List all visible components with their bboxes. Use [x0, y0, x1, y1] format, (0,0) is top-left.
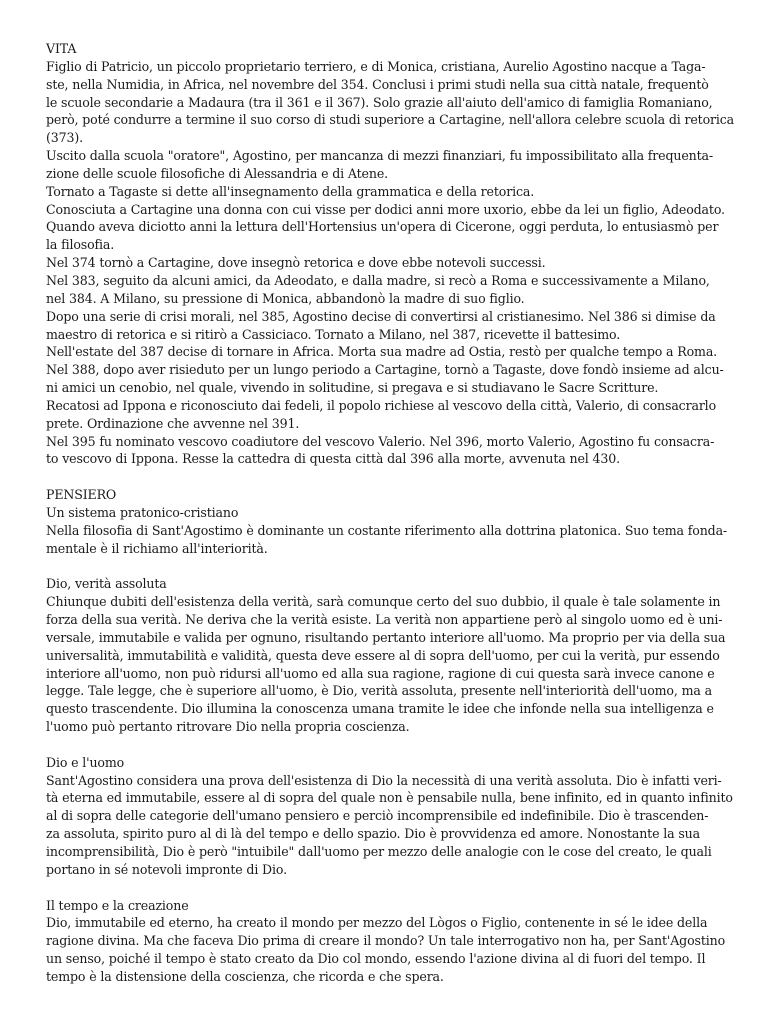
- text-line: Sant'Agostino considera una prova dell'esistenza di Dio la necessità di una verità assoluta. Dio è infatti veri-: [46, 772, 722, 788]
- text-line: tempo è la distensione della coscienza, che ricorda e che spera.: [46, 968, 444, 984]
- text-line: interiore all'uomo, non può ridursi all'uomo ed alla sua ragione, ragione di cui questa sarà invece canone e: [46, 665, 715, 681]
- text-line: le scuole secondarie a Madaura (tra il 361 e il 367). Solo grazie all'aiuto dell'amico di famiglia Romaniano,: [46, 94, 713, 110]
- text-line: prete. Ordinazione che avvenne nel 391.: [46, 415, 300, 431]
- text-line: Nella filosofia di Sant'Agostimo è dominante un costante riferimento alla dottrina platonica. Suo tema fonda-: [46, 522, 728, 538]
- section-vita: [46, 40, 735, 468]
- text-line: ste, nella Numidia, in Africa, nel novembre del 354. Conclusi i primi studi nella sua città natale, frequentò: [46, 76, 709, 92]
- text-line: incomprensibilità, Dio è però "intuibile" dall'uomo per mezzo delle analogie con le cose del creato, le quali: [46, 843, 712, 859]
- text-line: l'uomo può pertanto ritrovare Dio nella propria coscienza.: [46, 719, 410, 735]
- text-line: mentale è il richiamo all'interiorità.: [46, 540, 268, 556]
- paragraph-pensiero: [46, 522, 726, 558]
- text-line: però, poté condurre a termine il suo corso di studi superiore a Cartagine, nell'allora celebre scuola di retorica: [46, 112, 735, 128]
- subheading-sistema: Un sistema pratonico-cristiano: [46, 504, 239, 520]
- text-line: Nell'estate del 387 decise di tornare in Africa. Morta sua madre ad Ostia, restò per qualche tempo a Roma.: [46, 344, 718, 360]
- text-line: legge. Tale legge, che è superiore all'uomo, è Dio, verità assoluta, presente nell'interiorità dell'uomo, ma a: [46, 683, 712, 699]
- text-line: Chiunque dubiti dell'esistenza della verità, sarà comunque certo del suo dubbio, il quale è tale solamente in: [46, 594, 721, 610]
- text-line: Conosciuta a Cartagine una donna con cui visse per dodici anni more uxorio, ebbe da lei un figlio, Adeodato.: [46, 201, 725, 217]
- paragraph-dio-verita: [46, 593, 726, 736]
- text-line: forza della sua verità. Ne deriva che la verità esiste. La verità non appartiene però al singolo uomo ed è uni-: [46, 612, 723, 627]
- section-spacer: [46, 879, 726, 897]
- section-dio-verita: [46, 575, 726, 736]
- paragraph-vita: [46, 58, 735, 468]
- text-line: to vescovo di Ippona. Resse la cattedra di questa città dal 396 alla morte, avvenuta nel 430.: [46, 451, 620, 467]
- section-spacer: [46, 736, 726, 754]
- text-line: Quando aveva diciotto anni la lettura dell'Hortensius un'opera di Cicerone, oggi perduta, lo entusiasmò per: [46, 219, 719, 235]
- subheading-dio-verita: Dio, verità assoluta: [46, 576, 167, 592]
- text-line: Nel 388, dopo aver risieduto per un lungo periodo a Cartagine, tornò a Tagaste, dove fondò insieme ad alcu-: [46, 362, 724, 378]
- text-line: nel 384. A Milano, su pressione di Monica, abbandonò la madre di suo figlio.: [46, 290, 525, 306]
- text-line: Nel 383, seguito da alcuni amici, da Adeodato, e dalla madre, si recò a Roma e successivamente a Milano,: [46, 272, 710, 288]
- text-line: za assoluta, spirito puro al di là del tempo e dello spazio. Dio è provvidenza ed amore. Nonostante la sua: [46, 826, 700, 842]
- text-line: versale, immutabile e valida per ognuno, risultando pertanto interiore all'uomo. Ma proprio per via della sua: [46, 629, 726, 645]
- section-heading-pensiero: PENSIERO: [46, 487, 117, 503]
- section-spacer: [46, 557, 726, 575]
- text-line: tà eterna ed immutabile, essere al di sopra del quale non è pensabile nulla, bene infinito, ed in quanto infinito: [46, 790, 733, 806]
- text-line: Dio, immutabile ed eterno, ha creato il mondo per mezzo del Lògos o Figlio, contenente in sé le idee della: [46, 915, 708, 931]
- subheading-tempo: Il tempo e la creazione: [46, 897, 189, 913]
- section-tempo: [46, 897, 726, 986]
- text-line: ragione divina. Ma che faceva Dio prima di creare il mondo? Un tale interrogativo non ha, per Sant'Agostino: [46, 933, 726, 949]
- text-line: Figlio di Patricio, un piccolo proprietario terriero, e di Monica, cristiana, Aurelio Agostino nacque a Taga-: [46, 58, 706, 74]
- text-line: portano in sé notevoli impronte di Dio.: [46, 861, 287, 877]
- text-line: zione delle scuole filosofiche di Alessandria e di Atene.: [46, 165, 388, 181]
- section-heading-vita: VITA: [46, 41, 77, 56]
- text-line: maestro di retorica e si ritirò a Cassiciaco. Tornato a Milano, nel 387, ricevette il battesimo.: [46, 326, 621, 342]
- section-spacer: [46, 468, 726, 486]
- text-line: Uscito dalla scuola "oratore", Agostino, per mancanza di mezzi finanziari, fu impossibilitato alla frequenta-: [46, 148, 713, 164]
- text-line: universalità, immutabilità e validità, questa deve essere al di sopra dell'uomo, per cui la verità, pur essendo: [46, 647, 720, 663]
- text-line: ni amici un cenobio, nel quale, vivendo in solitudine, si pregava e si studiavano le Sacre Scritture.: [46, 380, 659, 396]
- text-line: un senso, poiché il tempo è stato creato da Dio col mondo, essendo l'azione divina al di fuori del tempo. Il: [46, 951, 706, 967]
- section-dio-uomo: [46, 754, 733, 879]
- text-line: Nel 374 tornò a Cartagine, dove insegnò retorica e dove ebbe notevoli successi.: [46, 255, 546, 271]
- paragraph-dio-uomo: [46, 772, 733, 879]
- text-line: al di sopra delle categorie dell'umano pensiero e perciò incomprensibile ed indefinibile. Dio è trascenden-: [46, 808, 709, 824]
- text-line: Dopo una serie di crisi morali, nel 385, Agostino decise di convertirsi al cristianesimo. Nel 386 si dimise da: [46, 308, 716, 324]
- subheading-dio-uomo: Dio e l'uomo: [46, 754, 125, 770]
- text-line: (373).: [46, 130, 83, 146]
- text-line: questo trascendente. Dio illumina la conoscenza umana tramite le idee che infonde nella sua intelligenza e: [46, 701, 714, 717]
- section-pensiero: [46, 486, 726, 557]
- document-page: [46, 40, 735, 986]
- text-line: Recatosi ad Ippona e riconosciuto dai fedeli, il popolo richiese al vescovo della città, Valerio, di consacrarlo: [46, 397, 716, 413]
- text-line: Nel 395 fu nominato vescovo coadiutore del vescovo Valerio. Nel 396, morto Valerio, Agostino fu consacra-: [46, 433, 715, 449]
- text-line: Tornato a Tagaste si dette all'insegnamento della grammatica e della retorica.: [46, 183, 535, 199]
- paragraph-tempo: [46, 914, 726, 985]
- text-line: la filosofia.: [46, 237, 115, 253]
